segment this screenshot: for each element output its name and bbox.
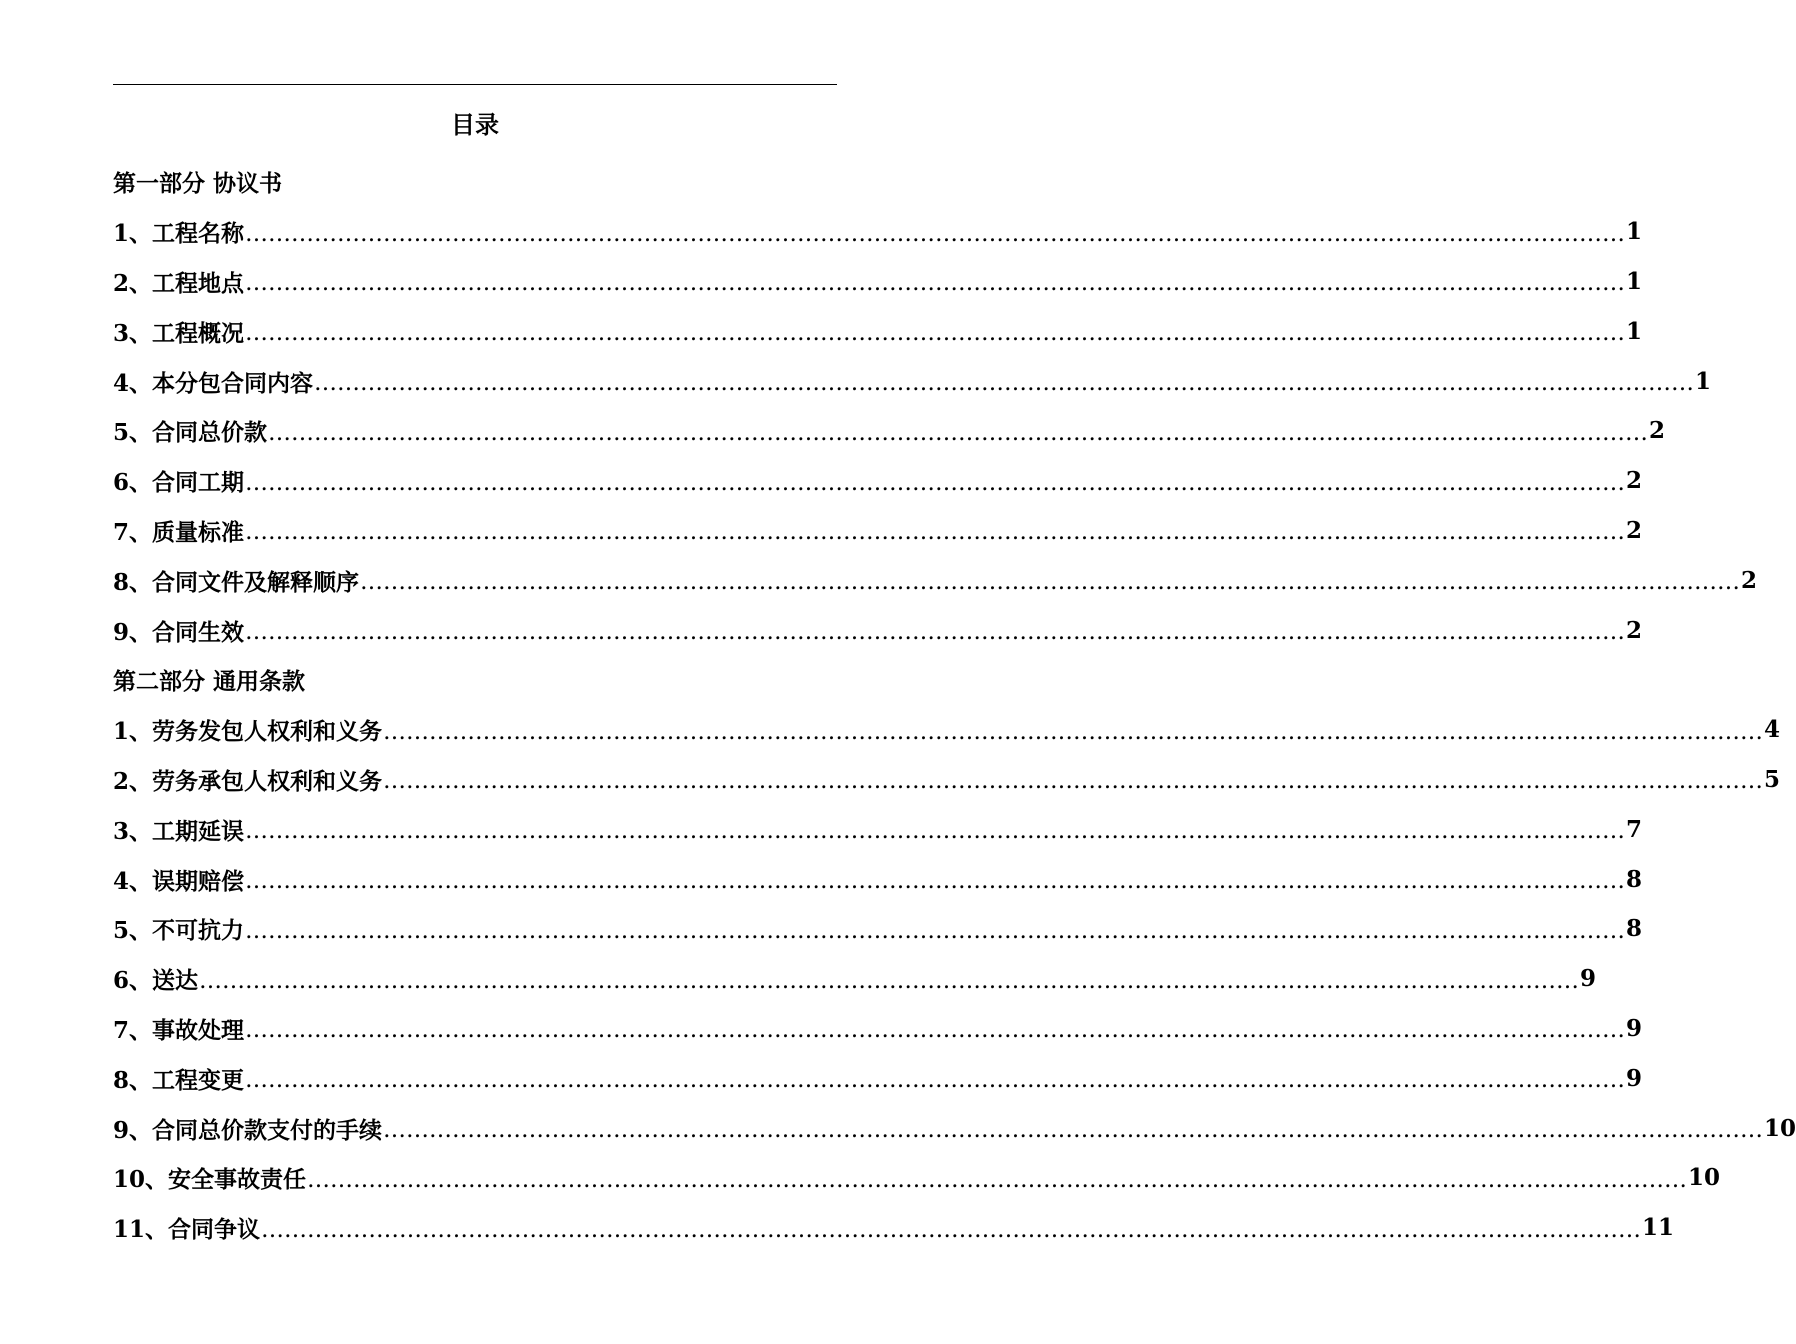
toc-entry[interactable] [113,1004,1643,1054]
toc-entry-page: 10 [1688,1164,1721,1192]
toc-entry-label: 2、劳务承包人权利和义务 [113,767,383,795]
dot-leader: ……………………………………………………………………………………………………………………………………………………………… [245,818,1626,845]
dot-leader: ……………………………………………………………………………………………………………………………………………………………… [314,370,1695,397]
toc-entry[interactable] [113,506,1643,556]
toc-entry-page: 11 [1642,1214,1675,1242]
toc-entry-page: 7 [1626,815,1643,843]
dot-leader: ……………………………………………………………………………………………………………………………………………………………… [268,419,1649,446]
dot-leader: ……………………………………………………………………………………………………………………………………………………………… [383,1117,1764,1144]
header-rule [113,84,837,85]
toc-entry-label: 7、质量标准 [113,518,245,546]
toc-entry-page: 9 [1626,1014,1643,1042]
table-of-contents [113,157,1796,1253]
dot-leader: ……………………………………………………………………………………………………………………………………………………………… [245,868,1626,895]
toc-entry[interactable] [113,605,1643,655]
dot-leader: ……………………………………………………………………………………………………………………………………………………………… [199,967,1580,994]
toc-entry-label: 8、工程变更 [113,1066,245,1094]
toc-entry[interactable] [113,854,1643,904]
toc-entry-page: 2 [1626,616,1643,644]
dot-leader: ……………………………………………………………………………………………………………………………………………………………… [245,1017,1626,1044]
toc-entry-label: 7、事故处理 [113,1016,245,1044]
toc-entry-label: 3、工程概况 [113,319,245,347]
dot-leader: ……………………………………………………………………………………………………………………………………………………………… [245,469,1626,496]
toc-entry-label: 9、合同总价款支付的手续 [113,1116,383,1144]
toc-entry[interactable] [113,1153,1721,1203]
toc-entry-page: 10 [1764,1114,1796,1142]
toc-entry[interactable] [113,555,1758,605]
toc-entry[interactable] [113,406,1666,456]
toc-entry-label: 6、送达 [113,967,199,995]
dot-leader: ……………………………………………………………………………………………………………………………………………………………… [245,619,1626,646]
toc-entry[interactable] [113,904,1643,954]
toc-entry-page: 5 [1764,765,1781,793]
toc-entry-label: 4、误期赔偿 [113,867,245,895]
toc-entry-label: 2、工程地点 [113,269,245,297]
toc-entry[interactable] [113,804,1643,854]
dot-leader: ……………………………………………………………………………………………………………………………………………………………… [245,1067,1626,1094]
toc-entry-page: 1 [1626,267,1643,295]
toc-entry[interactable] [113,207,1643,257]
dot-leader: ……………………………………………………………………………………………………………………………………………………………… [383,768,1764,795]
toc-entry-page: 9 [1580,965,1597,993]
part-heading: 第二部分 通用条款 [113,668,306,696]
toc-entry[interactable] [113,1203,1675,1253]
dot-leader: ……………………………………………………………………………………………………………………………………………………………… [245,320,1626,347]
toc-entry-page: 8 [1626,915,1643,943]
toc-entry-page: 2 [1626,516,1643,544]
toc-entry[interactable] [113,755,1781,805]
toc-entry[interactable] [113,705,1781,755]
toc-entry-label: 5、不可抗力 [113,917,245,945]
dot-leader: ……………………………………………………………………………………………………………………………………………………………… [245,270,1626,297]
dot-leader: ……………………………………………………………………………………………………………………………………………………………… [307,1166,1688,1193]
toc-entry-page: 2 [1741,566,1758,594]
toc-entry-label: 1、工程名称 [113,220,245,248]
toc-entry[interactable] [113,257,1643,307]
toc-entry-page: 4 [1764,716,1781,744]
dot-leader: ……………………………………………………………………………………………………………………………………………………………… [261,1216,1642,1243]
toc-entry-label: 1、劳务发包人权利和义务 [113,718,383,746]
toc-entry[interactable] [113,1103,1796,1153]
toc-entry-label: 8、合同文件及解释顺序 [113,568,360,596]
toc-entry-label: 10、安全事故责任 [113,1166,307,1194]
toc-entry[interactable] [113,954,1597,1004]
toc-entry-page: 1 [1626,218,1643,246]
toc-entry-label: 6、合同工期 [113,469,245,497]
toc-entry-label: 4、本分包合同内容 [113,369,314,397]
part-heading: 第一部分 协议书 [113,170,283,198]
toc-entry[interactable] [113,1053,1643,1103]
page-title: 目录 [451,110,499,139]
dot-leader: ……………………………………………………………………………………………………………………………………………………………… [245,220,1626,247]
toc-entry-label: 5、合同总价款 [113,419,268,447]
toc-entry-page: 9 [1626,1064,1643,1092]
dot-leader: ……………………………………………………………………………………………………………………………………………………………… [245,519,1626,546]
toc-entry[interactable] [113,306,1643,356]
toc-entry-label: 11、合同争议 [113,1216,261,1244]
dot-leader: ……………………………………………………………………………………………………………………………………………………………… [383,718,1764,745]
toc-entry-page: 8 [1626,865,1643,893]
toc-entry-page: 1 [1626,317,1643,345]
toc-entry-label: 3、工期延误 [113,817,245,845]
dot-leader: ……………………………………………………………………………………………………………………………………………………………… [360,569,1741,596]
toc-entry-page: 1 [1695,367,1712,395]
toc-entry-page: 2 [1626,467,1643,495]
dot-leader: ……………………………………………………………………………………………………………………………………………………………… [245,917,1626,944]
toc-entry-page: 2 [1649,417,1666,445]
toc-entry[interactable] [113,356,1712,406]
toc-entry[interactable] [113,456,1643,506]
toc-entry-label: 9、合同生效 [113,618,245,646]
